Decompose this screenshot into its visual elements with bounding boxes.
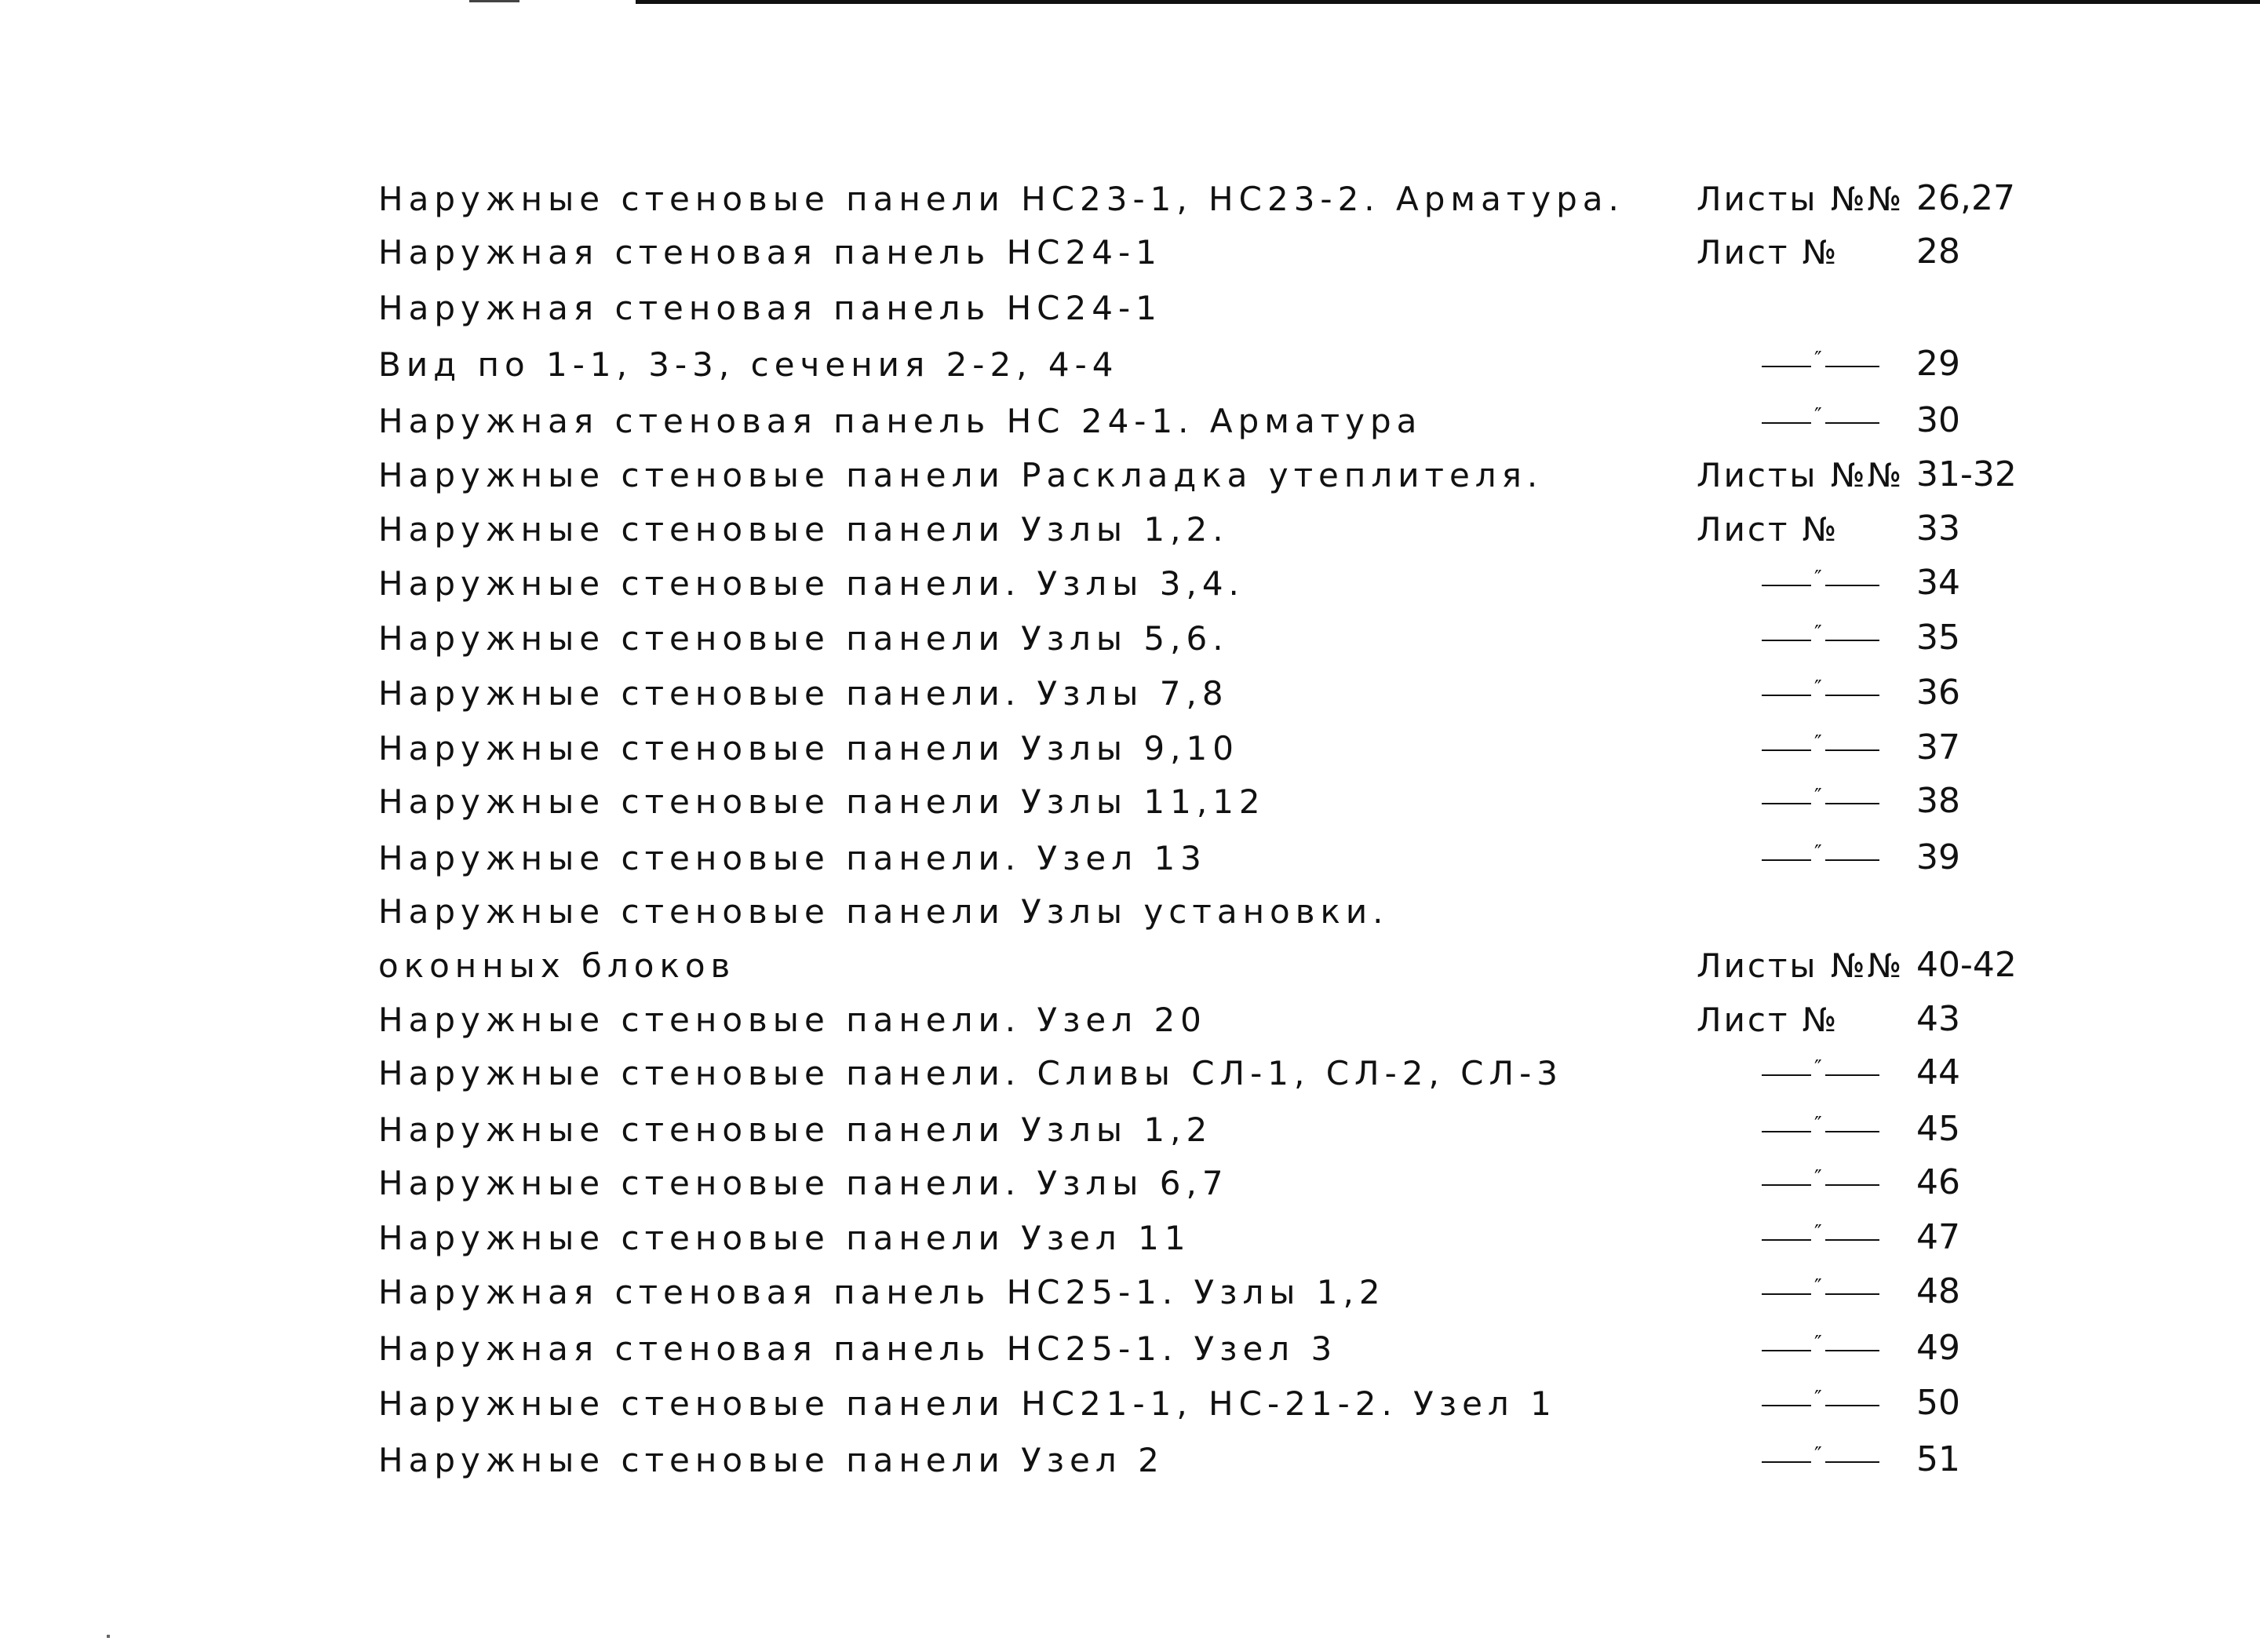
drawing-title: Наружные стеновые панели. Сливы СЛ-1, СЛ-2, СЛ-3 [378, 1054, 1563, 1092]
drawing-title: Наружная стеновая панель НС25-1. Узел 3 [378, 1329, 1338, 1368]
list-item [378, 505, 2026, 552]
drawing-title: Наружные стеновые панели Узлы 1,2. [378, 510, 1229, 549]
sheet-number: 29 [1916, 344, 1960, 384]
list-item [378, 1379, 2026, 1426]
sheet-ref-label: Листы №№ [1697, 180, 1905, 218]
ditto-mark: ″ [1762, 855, 1879, 865]
sheet-number: 28 [1916, 232, 1960, 272]
margin-dot [107, 1635, 110, 1638]
list-item [378, 1105, 2026, 1152]
list-item [378, 559, 2026, 606]
list-item [378, 614, 2026, 661]
list-item [378, 1158, 2026, 1205]
ditto-mark: ″ [1762, 636, 1879, 645]
sheet-number: 38 [1916, 781, 1960, 821]
drawing-title: Наружные стеновые панели. Узел 13 [378, 839, 1207, 877]
sheet-number: 47 [1916, 1217, 1960, 1257]
list-item [378, 283, 2026, 330]
drawing-title: Наружные стеновые панели Узлы 11,12 [378, 782, 1266, 821]
drawing-title: Наружные стеновые панели Раскладка утеплителя. [378, 456, 1544, 494]
sheet-number: 35 [1916, 618, 1960, 658]
ditto-mark: ″ [1762, 362, 1879, 371]
ditto-mark: ″ [1762, 1070, 1879, 1080]
sheet-number: 33 [1916, 509, 1960, 549]
list-item [378, 777, 2026, 824]
drawing-title: Наружные стеновые панели Узлы 1,2 [378, 1110, 1213, 1149]
sheet-number: 46 [1916, 1162, 1960, 1202]
sheet-number: 51 [1916, 1439, 1960, 1479]
drawing-title: Наружная стеновая панель НС25-1. Узлы 1,2 [378, 1273, 1386, 1311]
drawing-title: Наружные стеновые панели НС21-1, НС-21-2. Узел 1 [378, 1384, 1557, 1423]
sheet-number: 43 [1916, 999, 1960, 1039]
drawing-title: Наружные стеновые панели. Узлы 6,7 [378, 1164, 1229, 1202]
ditto-mark: ″ [1762, 1289, 1879, 1299]
sheet-number: 36 [1916, 673, 1960, 713]
top-border-line [636, 0, 2260, 4]
top-corner-mark [469, 0, 519, 2]
list-item [378, 1324, 2026, 1371]
sheet-number: 44 [1916, 1052, 1960, 1092]
ditto-mark: ″ [1762, 691, 1879, 700]
drawing-title: Наружные стеновые панели Узлы 5,6. [378, 619, 1229, 658]
sheet-number: 45 [1916, 1109, 1960, 1149]
sheet-ref-label: Листы №№ [1697, 946, 1905, 985]
sheet-ref-label: Листы №№ [1697, 456, 1905, 494]
drawing-title: Наружные стеновые панели. Узлы 3,4. [378, 564, 1245, 603]
list-item [378, 174, 2026, 221]
list-item [378, 1435, 2026, 1482]
list-item [378, 669, 2026, 716]
drawing-title: Наружные стеновые панели Узел 11 [378, 1219, 1191, 1257]
drawing-title: Наружная стеновая панель НС24-1 [378, 289, 1162, 327]
sheet-number: 26,27 [1916, 178, 2015, 218]
drawing-title: Наружная стеновая панель НС 24-1. Арматура [378, 402, 1423, 440]
ditto-mark: ″ [1762, 418, 1879, 428]
drawing-title: Вид по 1-1, 3-3, сечения 2-2, 4-4 [378, 345, 1119, 384]
list-item [378, 941, 2026, 988]
sheet-ref-label: Лист № [1697, 1001, 1839, 1039]
drawing-title: Наружные стеновые панели Узлы установки. [378, 892, 1389, 931]
list-item [378, 1267, 2026, 1315]
ditto-mark: ″ [1762, 1401, 1879, 1410]
list-item [378, 995, 2026, 1042]
sheet-number: 40-42 [1916, 945, 2017, 985]
sheet-ref-label: Лист № [1697, 510, 1839, 549]
drawing-title: Наружные стеновые панели Узел 2 [378, 1441, 1165, 1479]
drawing-title: Наружные стеновые панели. Узлы 7,8 [378, 674, 1229, 713]
list-item [378, 833, 2026, 881]
ditto-mark: ″ [1762, 1235, 1879, 1245]
sheet-number: 30 [1916, 400, 1960, 440]
drawing-title: оконных блоков [378, 946, 736, 985]
sheet-number: 34 [1916, 563, 1960, 603]
drawing-title: Наружные стеновые панели НС23-1, НС23-2. Арматура. [378, 180, 1624, 218]
list-item [378, 450, 2026, 498]
drawing-title: Наружные стеновые панели Узлы 9,10 [378, 729, 1239, 768]
ditto-mark: ″ [1762, 581, 1879, 590]
ditto-mark: ″ [1762, 1180, 1879, 1190]
drawing-title: Наружные стеновые панели. Узел 20 [378, 1001, 1207, 1039]
sheet-number: 49 [1916, 1328, 1960, 1368]
ditto-mark: ″ [1762, 1346, 1879, 1355]
sheet-number: 31-32 [1916, 454, 2017, 494]
sheet-number: 48 [1916, 1271, 1960, 1311]
list-item [378, 724, 2026, 771]
sheet-number: 50 [1916, 1383, 1960, 1423]
drawing-title: Наружная стеновая панель НС24-1 [378, 233, 1162, 272]
sheet-number: 39 [1916, 837, 1960, 877]
list-item [378, 396, 2026, 443]
list-item [378, 228, 2026, 275]
ditto-mark: ″ [1762, 746, 1879, 755]
ditto-mark: ″ [1762, 1127, 1879, 1136]
list-item [378, 1213, 2026, 1260]
sheet-ref-label: Лист № [1697, 233, 1839, 272]
ditto-mark: ″ [1762, 799, 1879, 808]
list-item [378, 887, 2026, 934]
list-item [378, 340, 2026, 387]
list-item [378, 1048, 2026, 1096]
sheet-number: 37 [1916, 728, 1960, 768]
ditto-mark: ″ [1762, 1457, 1879, 1467]
